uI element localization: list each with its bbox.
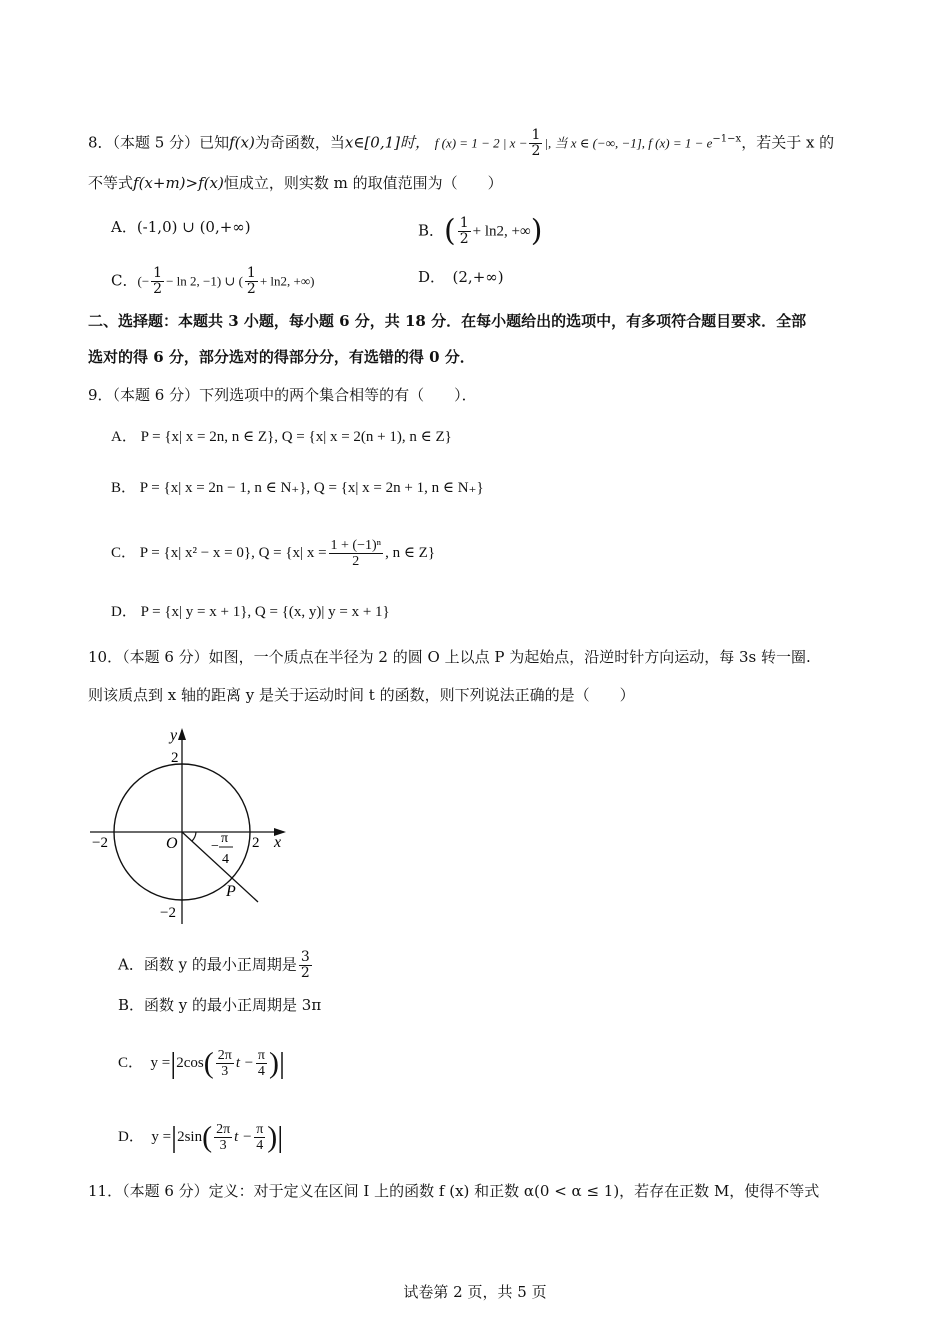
- q8-option-d[interactable]: [418, 266, 504, 288]
- section2-line1: 二、选择题：本题共 3 小题，每小题 6 分，共 18 分．在每小题给出的选项中，有多项符合题目要求．全部: [88, 312, 807, 330]
- q8-text-c: x∈[0,1]时，: [344, 133, 430, 152]
- angle-numerator: π: [221, 831, 229, 846]
- q8-fx-def1: f (x) = 1 − 2 | x −: [434, 135, 528, 151]
- angle-denominator: 4: [222, 852, 229, 867]
- q10-option-c-label: C． y =: [118, 1054, 171, 1071]
- q10-d-frac2: $\frac{\pi}{4}$: [256, 1122, 264, 1153]
- q9-option-b[interactable]: B． P = {x| x = 2n − 1, n ∈ N₊}, Q = {x| x = 2n + 1, n ∈ N₊}: [111, 480, 484, 496]
- q11-line1: 11．（本题 6 分）定义：对于定义在区间 I 上的函数 f (x) 和正数 α(0 < α ≤ 1)，若存在正数 M，使得不等式: [88, 1182, 820, 1200]
- q10-option-b[interactable]: B．函数 y 的最小正周期是 3π: [118, 996, 322, 1014]
- angle-arc: [192, 832, 196, 841]
- q10-option-d-fn: 2sin: [177, 1128, 203, 1145]
- q8-option-a-label: A．(-1,0) ∪ (0,+∞): [111, 218, 251, 236]
- q8-option-c-b: − ln 2, −1) ∪ (: [166, 273, 243, 289]
- q8-option-c-a: (−: [137, 273, 150, 289]
- q10-option-a-text: A．函数 y 的最小正周期是: [118, 955, 297, 974]
- q8-option-c[interactable]: [111, 266, 314, 297]
- unit-circle-figure: [86, 724, 306, 924]
- q10-option-a[interactable]: [118, 950, 314, 981]
- q8-option-a[interactable]: [111, 216, 251, 238]
- q10-c-t: t −: [235, 1054, 254, 1071]
- paren-right: ): [268, 1046, 279, 1080]
- paren-right: ): [267, 1120, 278, 1154]
- q8-line2-a: 不等式: [88, 174, 134, 192]
- q8-option-b-fraction: $\frac{1}{2}$: [459, 215, 469, 247]
- tick-right: 2: [252, 835, 260, 851]
- point-p-label: P: [226, 883, 236, 900]
- q9-stem: 9．（本题 6 分）下列选项中的两个集合相等的有（ ）．: [88, 386, 477, 404]
- q10-line2: 则该质点到 x 轴的距离 y 是关于运动时间 t 的函数，则下列说法正确的是（ ）: [88, 686, 635, 704]
- q8-half-fraction: $\frac{1}{2}$: [531, 127, 541, 159]
- q8-line2: [88, 172, 503, 194]
- q9-option-c[interactable]: [111, 538, 435, 569]
- q10-c-frac1: $\frac{2\pi}{3}$: [217, 1048, 232, 1079]
- q10-d-t: t −: [234, 1128, 253, 1145]
- q9-option-c-a: C． P = {x| x² − x = 0}, Q = {x| x =: [111, 544, 327, 561]
- paren-right: ): [530, 213, 543, 249]
- q8-option-c-frac1: $\frac{1}{2}$: [153, 265, 163, 297]
- abs-left: |: [171, 1120, 178, 1154]
- q10-d-frac1: $\frac{2\pi}{3}$: [216, 1122, 231, 1153]
- q8-option-d-label: D． (2,+∞): [418, 268, 504, 286]
- q8-option-c-frac2: $\frac{1}{2}$: [246, 265, 256, 297]
- q8-option-c-c: + ln2, +∞): [259, 273, 315, 289]
- q8-option-b-label: B．: [418, 221, 445, 240]
- ray-op: [182, 832, 258, 902]
- paren-left: (: [203, 1046, 214, 1080]
- q8-option-b-rest: + ln2, +∞: [472, 223, 531, 240]
- x-axis-label: x: [274, 834, 282, 851]
- q10-option-a-fraction: $\frac{3}{2}$: [300, 949, 310, 981]
- section2-line2: 选对的得 6 分，部分选对的得部分分，有选错的得 0 分．: [88, 348, 475, 366]
- q8-text-a: 8．（本题 5 分）已知: [88, 133, 230, 152]
- q10-line1: 10．（本题 6 分）如图，一个质点在半径为 2 的圆 O 上以点 P 为起始点，沿逆时针方向运动，每 3s 转一圈.: [88, 648, 811, 666]
- q8-text-f: ，若关于 x 的: [741, 133, 835, 152]
- abs-left: |: [170, 1046, 177, 1080]
- tick-left: −2: [92, 835, 108, 851]
- q10-option-d-label: D． y =: [118, 1128, 172, 1145]
- q8-option-c-label: C．: [111, 271, 138, 290]
- q8-exponent: −1−x: [712, 133, 742, 145]
- q10-option-c-fn: 2cos: [176, 1054, 204, 1071]
- q8-option-b[interactable]: [418, 213, 543, 249]
- q8-fx: f(x): [229, 133, 255, 152]
- y-axis: [178, 728, 186, 924]
- q8-line1: [88, 128, 834, 159]
- q10-c-frac2: $\frac{\pi}{4}$: [257, 1048, 265, 1079]
- q10-option-d[interactable]: [118, 1122, 283, 1153]
- abs-right: |: [278, 1046, 285, 1080]
- tick-bottom: −2: [160, 905, 176, 921]
- y-axis-label: y: [170, 727, 178, 744]
- q8-line2-c: 恒成立，则实数 m 的取值范围为（ ）: [223, 174, 503, 192]
- tick-top: 2: [171, 750, 179, 766]
- q8-text-b: 为奇函数，当: [254, 133, 345, 152]
- q8-fx-def2: |, 当 x ∈ (−∞, −1], f (x) = 1 − e: [544, 135, 713, 151]
- angle-sign: −: [211, 839, 219, 854]
- q10-option-c[interactable]: [118, 1048, 285, 1079]
- paren-left: (: [444, 213, 456, 249]
- abs-right: |: [277, 1120, 284, 1154]
- paren-left: (: [202, 1120, 213, 1154]
- q9-option-c-fraction: $\frac{\text{1 + (−1)ⁿ}}{2}$: [330, 538, 382, 569]
- q9-option-d[interactable]: D． P = {x| y = x + 1}, Q = {(x, y)| y = x + 1}: [111, 604, 390, 620]
- page-footer: 试卷第 2 页，共 5 页: [403, 1283, 547, 1301]
- q9-option-a[interactable]: A． P = {x| x = 2n, n ∈ Z}, Q = {x| x = 2(n + 1), n ∈ Z}: [111, 429, 452, 445]
- origin-label: O: [166, 835, 178, 852]
- q8-inequality: f(x+m)>f(x): [133, 174, 224, 192]
- q9-option-c-b: , n ∈ Z}: [385, 544, 436, 561]
